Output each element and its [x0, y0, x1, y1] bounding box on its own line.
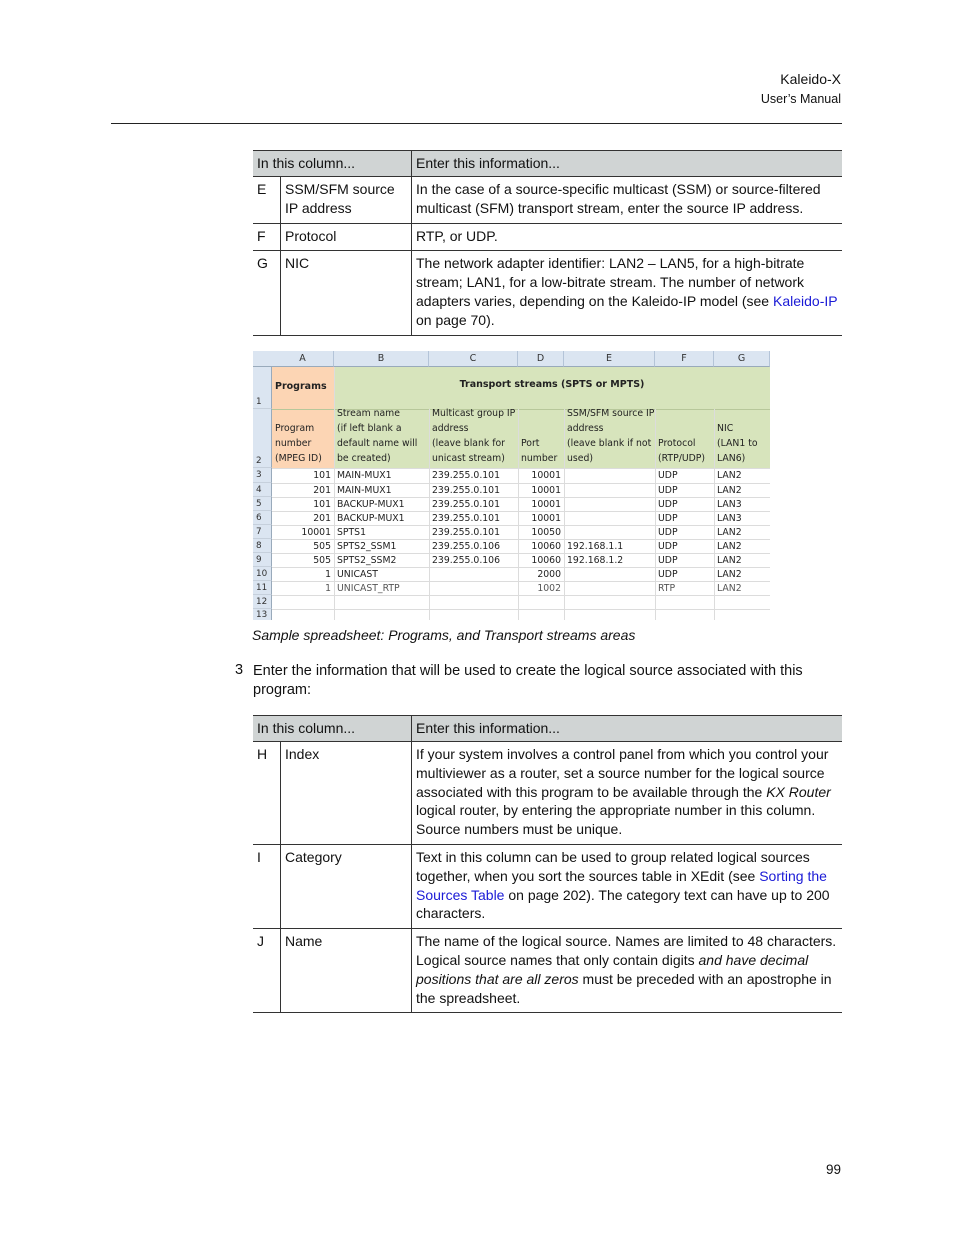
- data-cell: 239.255.0.101: [432, 498, 501, 510]
- data-cell: LAN2: [717, 554, 742, 566]
- data-cell: UDP: [658, 568, 678, 580]
- data-cell: MAIN-MUX1: [337, 470, 392, 481]
- field-header: address: [432, 423, 469, 434]
- table-header-row: [253, 151, 842, 177]
- data-cell: SPTS2_SSM2: [337, 554, 397, 566]
- data-cell: 239.255.0.106: [432, 540, 501, 552]
- field-header: (RTP/UDP): [658, 453, 706, 464]
- info-text: If your system involves a control panel from which you control your multiviewer as a router, set a source number for the logical source associated with this program to be available through the: [416, 746, 829, 800]
- field-header: number: [521, 453, 558, 464]
- data-cell: 10001: [531, 512, 561, 524]
- data-cell: 239.255.0.101: [432, 526, 501, 538]
- column-header-a: A: [272, 351, 334, 367]
- table-row: [253, 844, 842, 928]
- field-header: address: [567, 423, 604, 434]
- field-header: Stream name: [337, 408, 400, 419]
- table-row: [253, 223, 842, 251]
- data-cell: LAN2: [717, 568, 742, 580]
- data-cell: 239.255.0.101: [432, 484, 501, 496]
- field-header: (leave blank if not: [567, 438, 652, 449]
- info-emphasis: and have decimal positions that are all zeros: [416, 951, 809, 987]
- data-cell: 10060: [531, 540, 561, 552]
- column-letter: H: [253, 742, 281, 845]
- table-row: [253, 177, 842, 224]
- field-header: (LAN1 to: [717, 438, 758, 449]
- field-header: SSM/SFM source IP: [567, 408, 655, 419]
- column-name: Name: [281, 929, 412, 1013]
- data-cell: RTP: [658, 582, 676, 594]
- column-info: In the case of a source-specific multicast (SSM) or source-filtered multicast (SFM) transport stream, enter the source IP address.: [412, 177, 843, 224]
- data-cell: 10001: [531, 470, 561, 481]
- data-cell: LAN3: [717, 512, 742, 524]
- table-header-row: [253, 716, 842, 742]
- field-header: used): [567, 453, 593, 464]
- data-cell: 10001: [301, 526, 331, 538]
- field-header: be created): [337, 453, 391, 464]
- header-in-this-column: In this column...: [253, 151, 412, 177]
- columns-table-h-j: [253, 715, 842, 1013]
- data-cell: 101: [313, 470, 331, 481]
- row-header: 9: [253, 553, 272, 567]
- column-header-g: G: [714, 351, 770, 367]
- field-header: Port: [521, 438, 540, 449]
- data-cell: 10001: [531, 484, 561, 496]
- data-cell: BACKUP-MUX1: [337, 512, 405, 524]
- data-cell: 505: [313, 540, 331, 552]
- column-header-e: E: [564, 351, 655, 367]
- gridline: [272, 609, 770, 610]
- column-letter: G: [253, 251, 281, 335]
- data-cell: 1: [325, 568, 331, 580]
- table-row: [253, 929, 842, 1013]
- data-cell: UDP: [658, 540, 678, 552]
- column-name: Protocol: [281, 223, 412, 251]
- data-cell: UNICAST: [337, 568, 378, 580]
- data-cell: UDP: [658, 484, 678, 496]
- sample-spreadsheet: [253, 351, 770, 620]
- field-header: (MPEG ID): [275, 453, 322, 464]
- transport-streams-label: Transport streams (SPTS or MPTS): [459, 379, 645, 390]
- data-cell: 1: [325, 582, 331, 594]
- data-cell: LAN2: [717, 526, 742, 538]
- info-text: on page 202). The category text can have up to 200 characters.: [416, 886, 830, 922]
- field-header: Multicast group IP: [432, 408, 516, 419]
- row-header: 5: [253, 497, 272, 511]
- info-text: The name of the logical source. Names are limited to 48 characters. Logical source names that only contain digits: [416, 933, 837, 968]
- row-header: 2: [253, 409, 272, 468]
- column-info: [412, 929, 843, 1013]
- row-header: 11: [253, 581, 272, 595]
- data-cell: UDP: [658, 526, 678, 538]
- column-header-f: F: [655, 351, 714, 367]
- data-cell: 239.255.0.106: [432, 554, 501, 566]
- field-header: number: [275, 438, 312, 449]
- row-header: 1: [253, 367, 272, 409]
- column-info: [412, 742, 843, 845]
- column-info: RTP, or UDP.: [412, 223, 843, 251]
- data-cell: UDP: [658, 554, 678, 566]
- data-cell: 2000: [537, 568, 561, 580]
- table-row: [253, 742, 842, 845]
- column-letter: I: [253, 844, 281, 928]
- row-header: 10: [253, 567, 272, 581]
- table-row: [253, 251, 842, 335]
- data-cell: SPTS1: [337, 526, 367, 538]
- data-cell: 10060: [531, 554, 561, 566]
- header-enter-this-information: Enter this information...: [412, 716, 843, 742]
- data-cell: LAN3: [717, 498, 742, 510]
- column-letter: F: [253, 223, 281, 251]
- header-enter-this-information: Enter this information...: [412, 151, 843, 177]
- running-header-subtitle: User’s Manual: [760, 92, 841, 106]
- step-number: 3: [235, 662, 244, 678]
- step-text: Enter the information that will be used to create the logical source associated with this program:: [253, 663, 803, 698]
- column-letter: E: [253, 177, 281, 224]
- data-cell: MAIN-MUX1: [337, 484, 392, 496]
- row-header: 13: [253, 609, 272, 621]
- data-cell: LAN2: [717, 484, 742, 496]
- data-cell: 192.168.1.1: [567, 540, 624, 552]
- data-cell: UDP: [658, 470, 678, 481]
- programs-label: Programs: [275, 381, 327, 392]
- info-text: The network adapter identifier: LAN2 – LAN5, for a high-bitrate stream; LAN1, for a low-bitrate stream. The number of network adapters varies, depending on the Kaleido-IP model (see: [416, 255, 805, 309]
- info-emphasis: KX Router: [766, 783, 831, 800]
- data-cell: 239.255.0.101: [432, 470, 501, 481]
- field-header: (if left blank a: [337, 423, 402, 434]
- column-header-c: C: [429, 351, 518, 367]
- column-header-b: B: [334, 351, 429, 367]
- header-in-this-column: In this column...: [253, 716, 412, 742]
- column-header-d: D: [518, 351, 564, 367]
- row-header: 7: [253, 525, 272, 539]
- row-header: 3: [253, 468, 272, 483]
- field-header: default name will: [337, 438, 418, 449]
- data-cell: LAN2: [717, 582, 742, 594]
- running-header-title: Kaleido-X: [780, 71, 841, 87]
- header-rule: [111, 123, 842, 124]
- column-letter: J: [253, 929, 281, 1013]
- field-header: Protocol: [658, 438, 696, 449]
- column-info: [412, 251, 843, 335]
- data-cell: UDP: [658, 512, 678, 524]
- columns-table-e-g: [253, 150, 842, 336]
- data-cell: LAN2: [717, 540, 742, 552]
- data-cell: BACKUP-MUX1: [337, 498, 405, 510]
- field-header: Program: [275, 423, 315, 434]
- data-cell: 101: [313, 498, 331, 510]
- data-cell: 10001: [531, 498, 561, 510]
- data-cell: UNICAST_RTP: [337, 582, 400, 594]
- data-cell: UDP: [658, 498, 678, 510]
- info-text: logical router, by entering the appropriate number in this column. Source numbers must be unique.: [416, 802, 816, 838]
- row-header: 6: [253, 511, 272, 525]
- data-cell: 201: [313, 484, 331, 496]
- sheet-corner: [253, 351, 273, 367]
- column-name: Category: [281, 844, 412, 928]
- field-header: (leave blank for: [432, 438, 505, 449]
- column-info: [412, 844, 843, 928]
- info-text: on page 70).: [416, 311, 495, 328]
- data-cell: 10050: [531, 526, 561, 538]
- field-header: LAN6): [717, 453, 746, 464]
- gridline: [272, 595, 770, 596]
- data-cell: 239.255.0.101: [432, 512, 501, 524]
- data-cell: 201: [313, 512, 331, 524]
- row-header: 12: [253, 595, 272, 609]
- field-header: unicast stream): [432, 453, 505, 464]
- page-number: 99: [825, 1162, 841, 1177]
- column-name: NIC: [281, 251, 412, 335]
- data-cell: 505: [313, 554, 331, 566]
- data-cell: 192.168.1.2: [567, 554, 624, 566]
- data-cell: SPTS2_SSM1: [337, 540, 397, 552]
- info-text: Text in this column can be used to group related logical sources together, when you sort the sources table in XEdit (see: [416, 848, 810, 884]
- info-text: must be preceded with an apostrophe in the spreadsheet.: [416, 970, 832, 1006]
- figure-caption: Sample spreadsheet: Programs, and Transport streams areas: [252, 627, 636, 643]
- data-cell: LAN2: [717, 470, 742, 481]
- sorting-the-sources-table-link[interactable]: Sorting the Sources Table: [416, 867, 827, 903]
- row-header: 4: [253, 483, 272, 497]
- field-header: NIC: [717, 423, 734, 434]
- row-header: 8: [253, 539, 272, 553]
- data-cell: 1002: [537, 582, 561, 594]
- column-name: SSM/SFM source IP address: [281, 177, 412, 224]
- column-name: Index: [281, 742, 412, 845]
- kaleido-ip-link[interactable]: Kaleido-IP: [772, 292, 838, 309]
